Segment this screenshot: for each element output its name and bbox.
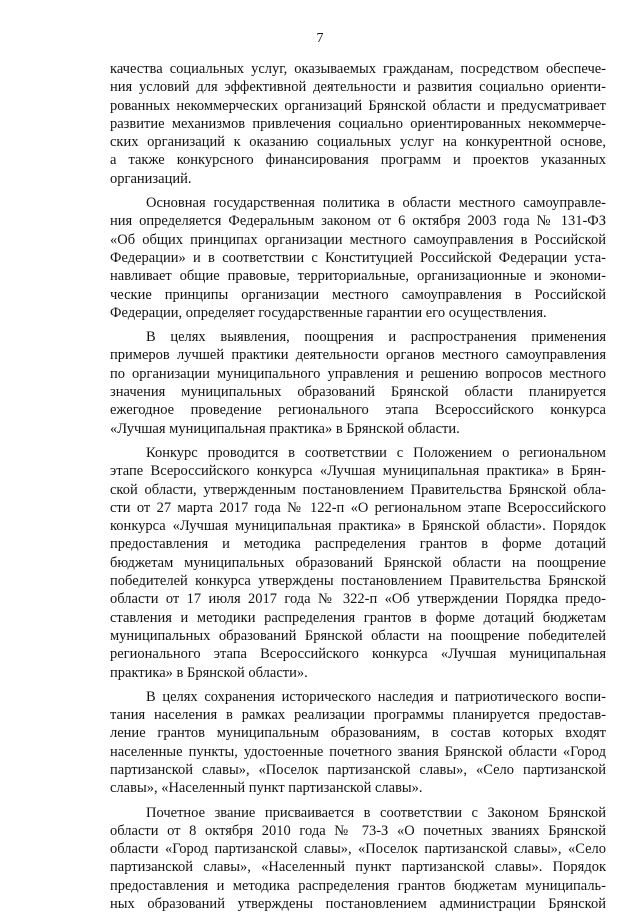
text-line: значения муниципальных образований Брянской области планируется	[110, 384, 606, 401]
text-line: ставления и методики распределения грантов в форме дотаций бюджетам	[110, 609, 606, 626]
text-line: ния условий для эффективной деятельности и развития социально ориенти-	[110, 79, 606, 96]
text-line: ление грантов муниципальным образованиям, в состав которых входят	[110, 725, 606, 742]
text-line: ежегодное проведение регионального этапа Всероссийского конкурса	[110, 402, 606, 419]
text-line: сти от 27 марта 2017 года № 122-п «О региональном этапе Всероссийского	[110, 499, 606, 516]
text-line: В целях сохранения исторического наследия и патриотического воспи-	[146, 688, 606, 705]
text-line: ных образований утверждены постановлением администрации Брянской	[110, 896, 606, 913]
text-line: развитие механизмов привлечения социально ориентированных некоммерче-	[110, 115, 606, 132]
text-line: Федерации, определяет государственные гарантии его осуществления.	[110, 304, 547, 321]
text-line: ческие принципы организации местного самоуправления в Российской	[110, 286, 606, 303]
text-line: предоставления и методика распределения грантов бюджетам муниципаль-	[110, 877, 606, 894]
document-body	[110, 60, 606, 919]
text-line: партизанской славы», «Населенный пункт партизанской славы». Порядок	[110, 859, 606, 876]
text-line: по организации муниципального управления и решению вопросов местного	[110, 365, 606, 382]
text-line: регионального этапа Всероссийского конкурса «Лучшая муниципальная	[110, 646, 606, 663]
text-line: ской области, утвержденным постановлением Правительства Брянской обла-	[110, 481, 606, 498]
text-line: области от 8 октября 2010 года № 73-З «О почетных званиях Брянской	[110, 822, 606, 839]
text-line: практика» в Брянской области».	[110, 664, 308, 681]
text-line: организаций.	[110, 170, 192, 187]
text-line: навливает общие правовые, территориальные, организационные и экономи-	[110, 268, 606, 285]
text-line: предоставления и методика распределения грантов в форме дотаций	[110, 536, 606, 553]
paragraph	[110, 328, 606, 438]
text-line: тания населения в рамках реализации программы планируется предостав-	[110, 707, 606, 724]
text-line: этапе Всероссийского конкурса «Лучшая муниципальная практика» в Брян-	[110, 463, 606, 480]
text-line: В целях выявления, поощрения и распространения применения	[146, 329, 606, 346]
text-line: области «Город партизанской славы», «Поселок партизанской славы», «Село	[110, 841, 606, 858]
paragraph	[110, 688, 606, 798]
text-line: Основная государственная политика в области местного самоуправле-	[146, 195, 606, 212]
paragraph	[110, 60, 606, 188]
page-number: 7	[316, 31, 324, 46]
text-line: «Лучшая муниципальная практика» в Брянской области.	[110, 420, 460, 437]
text-line: партизанской славы», «Поселок партизанской славы», «Село партизанской	[110, 761, 606, 778]
text-line: победителей конкурса утверждены постановлением Правительства Брянской	[110, 573, 606, 590]
text-line: бюджетам муниципальных образований Брянской области на поощрение	[110, 554, 606, 571]
text-line: «Об общих принципах организации местного самоуправления в Российской	[110, 231, 606, 248]
text-line: а также конкурсного финансирования программ и проектов указанных	[110, 152, 606, 169]
text-line: качества социальных услуг, оказываемых гражданам, посредством обеспече-	[110, 61, 606, 77]
paragraph	[110, 194, 606, 322]
paragraph	[110, 444, 606, 682]
text-line: муниципальных образований Брянской области на поощрение победителей	[110, 627, 606, 644]
paragraph	[110, 804, 606, 914]
text-line: примеров лучшей практики деятельности органов местного самоуправления	[110, 347, 606, 364]
text-line: населенные пункты, удостоенные почетного звания Брянской области «Город	[110, 743, 606, 760]
text-line: славы», «Населенный пункт партизанской славы».	[110, 780, 423, 797]
text-line: Федерации» и в соответствии с Конституцией Российской Федерации уста-	[110, 249, 606, 266]
text-line: ских организаций к оказанию социальных услуг на конкурентной основе,	[110, 134, 606, 151]
text-line: ния определяется Федеральным законом от 6 октября 2003 года № 131-ФЗ	[110, 213, 606, 230]
text-line: области от 17 июля 2017 года № 322-п «Об утверждении Порядка предо-	[110, 591, 606, 608]
text-line: Конкурс проводится в соответствии с Положением о региональном	[146, 444, 606, 461]
text-line: конкурса «Лучшая муниципальная практика» в Брянской области». Порядок	[110, 518, 606, 535]
text-line: рованных некоммерческих организаций Брянской области и предусматривает	[110, 97, 606, 114]
text-line: Почетное звание присваивается в соответствии с Законом Брянской	[146, 804, 606, 821]
